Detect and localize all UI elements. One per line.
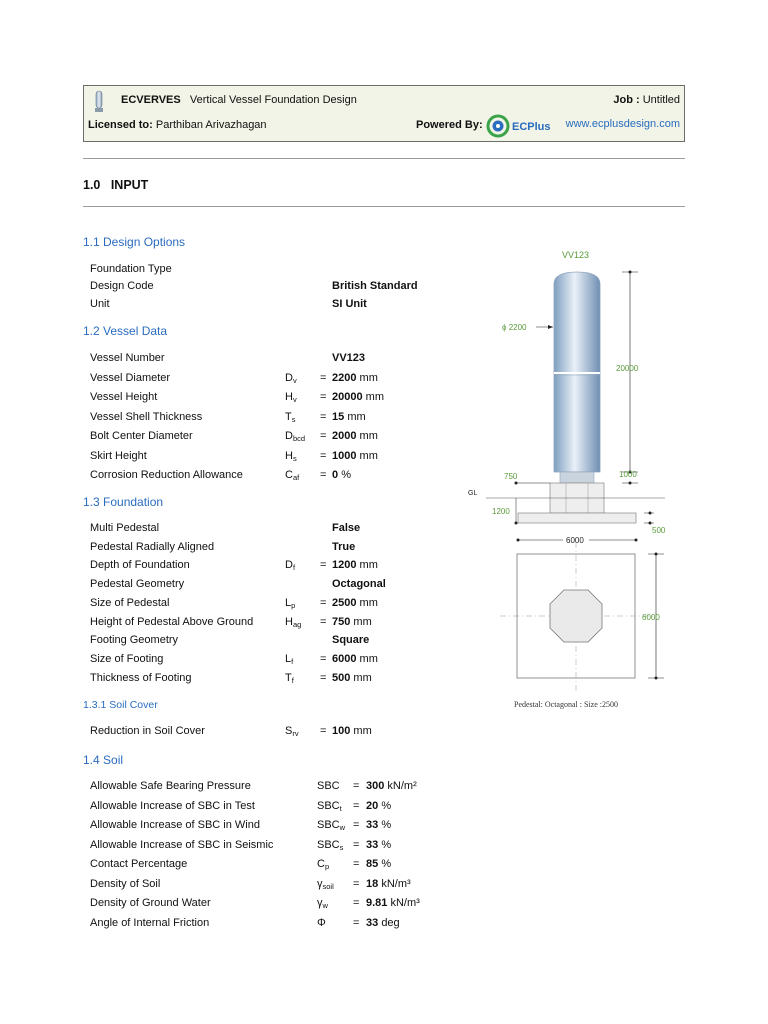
param-equals: = — [320, 671, 327, 684]
divider-top — [83, 158, 685, 159]
licensed-label: Licensed to: — [88, 119, 153, 131]
param-label: Vessel Number — [90, 352, 165, 364]
param-symbol: $SBC_s$ — [317, 838, 344, 852]
diagram-skirt-label: 1000 — [619, 470, 637, 479]
param-symbol: $H_{ag}$ — [285, 615, 302, 629]
param-value: 33 % — [366, 819, 392, 831]
job-label: Job : — [613, 94, 640, 106]
param-equals: = — [320, 559, 327, 572]
param-value: 9.81 kN/m³ — [366, 897, 420, 909]
param-equals: = — [353, 799, 360, 812]
job-value: Untitled — [642, 94, 680, 106]
param-value: 2200 mm — [332, 371, 378, 384]
param-value: 6000 mm — [332, 652, 378, 665]
param-value: Octagonal — [332, 578, 386, 591]
param-equals: = — [320, 469, 327, 481]
vessel-foundation-diagram — [460, 242, 670, 712]
vessel-logo-icon — [93, 90, 105, 114]
param-value: 2000 mm — [332, 430, 378, 442]
param-equals: = — [320, 725, 327, 737]
param-label: Size of Pedestal — [90, 596, 170, 609]
param-value: Square — [332, 634, 370, 647]
param-value: 300 kN/m² — [366, 780, 417, 792]
param-symbol: $SBC_w$ — [317, 819, 346, 832]
param-symbol: $\gamma_{soil}$ — [317, 877, 334, 891]
diagram-depth-label: 1200 — [492, 507, 510, 516]
diagram-footing-thk-label: 500 — [652, 526, 666, 535]
param-value: 33 % — [366, 838, 392, 851]
diagram-footing — [518, 513, 636, 523]
param-value: 20 % — [366, 799, 392, 812]
param-equals: = — [353, 858, 360, 870]
param-label: Density of Soil — [90, 877, 161, 890]
website-link[interactable]: www.ecplusdesign.com — [565, 118, 680, 130]
param-equals: = — [353, 819, 360, 831]
param-value: 500 mm — [332, 671, 372, 684]
param-symbol: $C_p$ — [317, 858, 330, 871]
param-label: Bolt Center Diameter — [90, 430, 193, 442]
param-equals: = — [320, 430, 327, 442]
param-value: False — [332, 522, 361, 534]
param-label: Vessel Diameter — [90, 371, 171, 384]
param-equals: = — [320, 596, 327, 609]
param-equals: = — [320, 391, 327, 403]
licensed-value: Parthiban Arivazhagan — [155, 119, 267, 131]
param-label: Corrosion Reduction Allowance — [90, 469, 243, 481]
diagram-skirt — [560, 472, 594, 483]
diagram-diameter-label: ϕ 2200 — [502, 323, 527, 332]
param-value: 100 mm — [332, 725, 372, 737]
param-equals: = — [353, 838, 360, 851]
diagram-vessel-tag: VV123 — [562, 250, 590, 260]
param-value: 85 % — [366, 858, 392, 870]
report-header — [83, 85, 685, 142]
param-equals: = — [353, 916, 360, 929]
param-equals: = — [320, 449, 327, 462]
diagram-caption: Pedestal: Octagonal : Size :2500 — [514, 700, 618, 709]
param-label: Skirt Height — [90, 449, 147, 462]
param-label: Thickness of Footing — [90, 671, 192, 684]
param-label: Contact Percentage — [90, 858, 188, 870]
param-equals: = — [353, 897, 360, 909]
param-symbol: $T_f$ — [285, 671, 294, 685]
param-symbol: $T_s$ — [285, 410, 296, 424]
param-symbol: $D_{bcd}$ — [285, 430, 306, 443]
param-value: 1200 mm — [332, 559, 378, 572]
param-symbol: SBC — [317, 780, 340, 792]
param-label: Footing Geometry — [90, 634, 179, 647]
param-symbol: $L_p$ — [285, 596, 296, 610]
svg-text:GL: GL — [468, 490, 478, 497]
param-symbol: $D_v$ — [285, 371, 297, 385]
foundation-heading: 1.3 Foundation — [83, 495, 164, 509]
param-label: Density of Ground Water — [90, 897, 211, 909]
param-label: Height of Pedestal Above Ground — [90, 615, 254, 628]
param-label: Pedestal Geometry — [90, 578, 185, 591]
diagram-plan-pedestal — [550, 590, 602, 642]
param-symbol: $\gamma_w$ — [317, 897, 328, 910]
ecplus-logo-icon — [486, 113, 510, 139]
diagram-height-label: 20000 — [616, 364, 639, 373]
param-equals: = — [320, 410, 327, 423]
param-value: 15 mm — [332, 410, 366, 423]
param-equals: = — [320, 615, 327, 628]
param-label: Pedestal Radially Aligned — [90, 540, 215, 553]
param-equals: = — [353, 780, 360, 792]
param-label: Vessel Shell Thickness — [90, 410, 203, 423]
param-symbol: $H_v$ — [285, 391, 297, 404]
param-label: Allowable Increase of SBC in Wind — [90, 819, 260, 831]
design-options-heading: 1.1 Design Options — [83, 235, 186, 249]
param-equals: = — [320, 652, 327, 665]
param-symbol: $SBC_t$ — [317, 799, 342, 813]
param-value: 20000 mm — [332, 391, 384, 403]
param-value: 1000 mm — [332, 449, 378, 462]
param-symbol: $C_{af}$ — [285, 469, 300, 482]
param-value: 0 % — [332, 469, 351, 481]
diagram-footing-width-label: 6000 — [566, 536, 584, 545]
param-value: True — [332, 540, 356, 553]
param-equals: = — [353, 877, 360, 890]
param-label: Vessel Height — [90, 391, 158, 403]
param-label: Allowable Safe Bearing Pressure — [90, 780, 251, 792]
param-equals: = — [320, 371, 327, 384]
param-symbol: $S_{rv}$ — [285, 725, 299, 738]
section-title: 1.0 INPUT — [83, 178, 149, 192]
app-name: ECVERVES — [121, 94, 181, 106]
param-label: Multi Pedestal — [90, 522, 160, 534]
param-value: 18 kN/m³ — [366, 877, 411, 890]
ecplus-brand: ECPlus — [512, 121, 551, 133]
diagram-pedestal-above-label: 750 — [504, 472, 518, 481]
param-value: VV123 — [332, 352, 366, 364]
param-symbol: $H_s$ — [285, 449, 297, 463]
app-title: Vertical Vessel Foundation Design — [189, 94, 357, 106]
powered-label: Powered By: — [416, 119, 483, 131]
param-symbol: $L_f$ — [285, 652, 294, 666]
param-label: Depth of Foundation — [90, 559, 190, 572]
soil-heading: 1.4 Soil — [83, 753, 124, 767]
param-symbol: Φ — [317, 916, 326, 929]
param-symbol: $D_f$ — [285, 559, 296, 573]
param-label: Angle of Internal Friction — [90, 916, 210, 929]
soil-cover-heading: 1.3.1 Soil Cover — [83, 699, 158, 711]
param-label: Allowable Increase of SBC in Seismic — [90, 838, 274, 851]
diagram-plan-size-label: 6000 — [642, 613, 660, 622]
param-label: Reduction in Soil Cover — [90, 725, 205, 737]
param-value: 2500 mm — [332, 596, 378, 609]
param-value: 750 mm — [332, 615, 372, 628]
param-value: 33 deg — [366, 916, 400, 929]
param-label: Allowable Increase of SBC in Test — [90, 799, 255, 812]
param-label: Size of Footing — [90, 652, 164, 665]
vessel-data-heading: 1.2 Vessel Data — [83, 324, 168, 338]
divider-section — [83, 206, 685, 207]
